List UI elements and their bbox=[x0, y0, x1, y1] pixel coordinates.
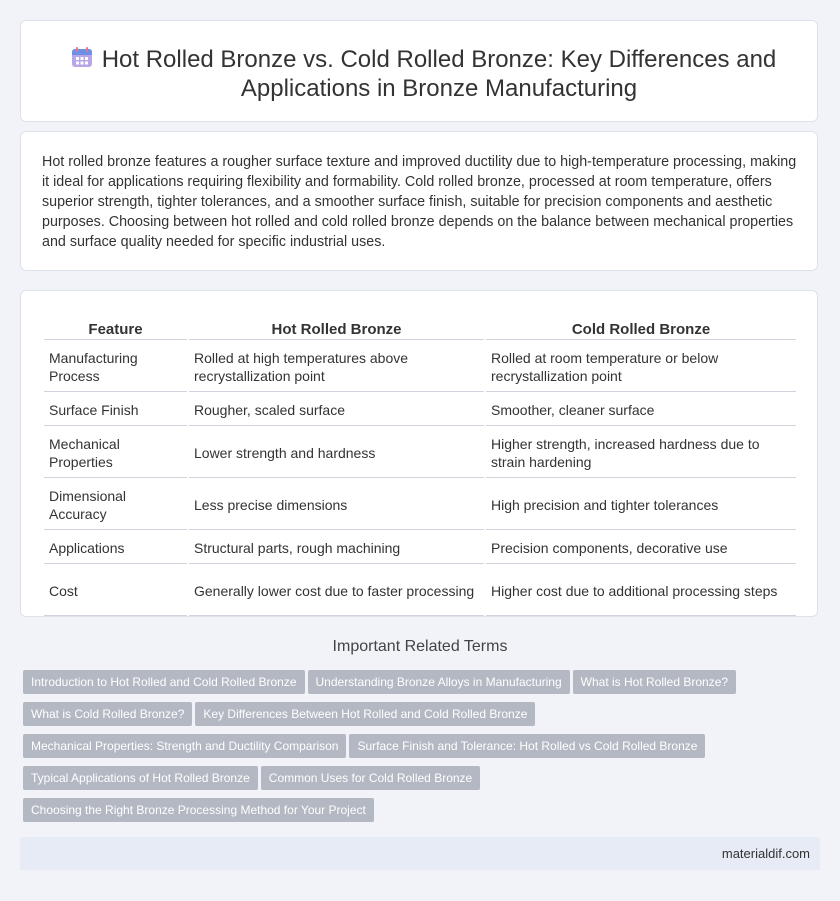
table-cell: Smoother, cleaner surface bbox=[486, 394, 796, 426]
table-cell: Higher cost due to additional processing steps bbox=[486, 566, 796, 616]
comparison-table bbox=[42, 315, 798, 618]
related-terms-title: Important Related Terms bbox=[332, 638, 508, 655]
table-cell: Precision components, decorative use bbox=[486, 532, 796, 564]
related-terms-list bbox=[23, 670, 803, 830]
table-cell: Dimensional Accuracy bbox=[44, 480, 187, 530]
comparison-card bbox=[20, 290, 818, 617]
table-header-cold-rolled: Cold Rolled Bronze bbox=[486, 317, 796, 340]
page-title: Hot Rolled Bronze vs. Cold Rolled Bronze: Key Differences and Applications in Bronze Manufacturing bbox=[101, 46, 777, 102]
related-term-tag[interactable]: Key Differences Between Hot Rolled and Cold Rolled Bronze bbox=[195, 702, 535, 726]
table-cell: Less precise dimensions bbox=[189, 480, 484, 530]
related-term-tag[interactable]: Surface Finish and Tolerance: Hot Rolled vs Cold Rolled Bronze bbox=[349, 734, 705, 758]
footer-bar bbox=[20, 837, 820, 870]
header-card bbox=[20, 20, 818, 122]
related-term-tag[interactable]: Mechanical Properties: Strength and Ductility Comparison bbox=[23, 734, 346, 758]
table-header-hot-rolled: Hot Rolled Bronze bbox=[189, 317, 484, 340]
table-cell: Structural parts, rough machining bbox=[189, 532, 484, 564]
table-cell: Rolled at high temperatures above recrystallization point bbox=[189, 342, 484, 392]
table-row bbox=[44, 566, 796, 616]
table-cell: Cost bbox=[44, 566, 187, 616]
related-term-tag[interactable]: What is Hot Rolled Bronze? bbox=[573, 670, 736, 694]
related-term-tag[interactable]: Typical Applications of Hot Rolled Bronze bbox=[23, 766, 258, 790]
table-row bbox=[44, 428, 796, 478]
table-row bbox=[44, 480, 796, 530]
table-header-feature: Feature bbox=[44, 317, 187, 340]
table-cell: Manufacturing Process bbox=[44, 342, 187, 392]
related-term-tag[interactable]: Understanding Bronze Alloys in Manufacturing bbox=[308, 670, 570, 694]
table-cell: Mechanical Properties bbox=[44, 428, 187, 478]
related-term-tag[interactable]: Introduction to Hot Rolled and Cold Rolled Bronze bbox=[23, 670, 305, 694]
summary-text: Hot rolled bronze features a rougher surface texture and improved ductility due to high-temperature processing, making it ideal for applications requiring flexibility and formability. Cold rolled bronze, processed at room temperature, offers superior strength, tighter tolerances, and a smoother surface finish, suitable for precision components and aesthetic purposes. Choosing between hot rolled and cold rolled bronze depends on the balance between mechanical properties and surface quality needed for specific industrial uses. bbox=[42, 154, 797, 250]
table-row bbox=[44, 532, 796, 564]
table-cell: High precision and tighter tolerances bbox=[486, 480, 796, 530]
summary-card bbox=[20, 131, 818, 271]
table-cell: Rougher, scaled surface bbox=[189, 394, 484, 426]
footer-site-link[interactable]: materialdif.com bbox=[721, 846, 810, 861]
table-cell: Lower strength and hardness bbox=[189, 428, 484, 478]
table-cell: Surface Finish bbox=[44, 394, 187, 426]
table-cell: Generally lower cost due to faster processing bbox=[189, 566, 484, 616]
related-term-tag[interactable]: Choosing the Right Bronze Processing Method for Your Project bbox=[23, 798, 374, 822]
table-cell: Rolled at room temperature or below recrystallization point bbox=[486, 342, 796, 392]
table-row bbox=[44, 342, 796, 392]
related-term-tag[interactable]: Common Uses for Cold Rolled Bronze bbox=[261, 766, 480, 790]
related-term-tag[interactable]: What is Cold Rolled Bronze? bbox=[23, 702, 192, 726]
table-row bbox=[44, 394, 796, 426]
table-cell: Higher strength, increased hardness due to strain hardening bbox=[486, 428, 796, 478]
table-cell: Applications bbox=[44, 532, 187, 564]
